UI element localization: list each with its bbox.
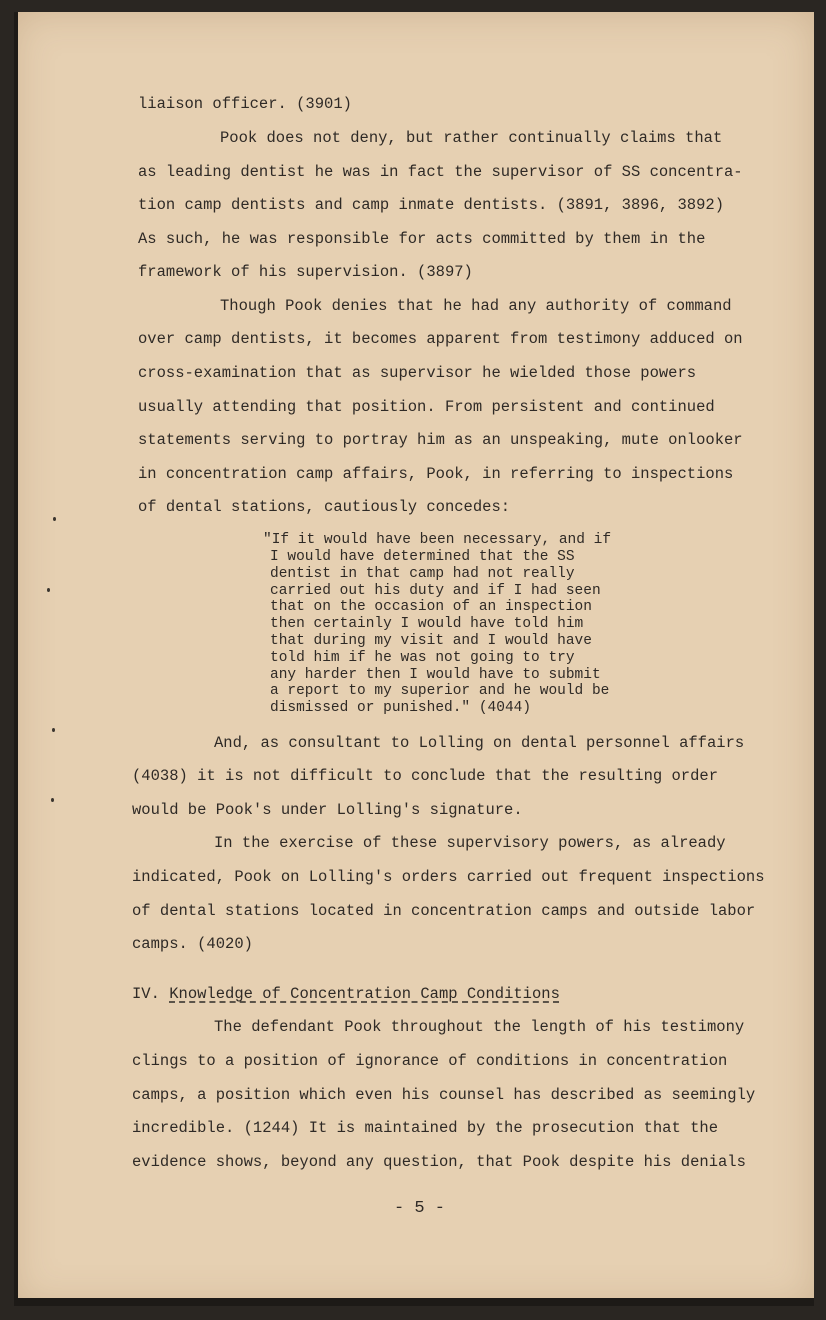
text-line: framework of his supervision. (3897) [138, 263, 473, 281]
margin-speck [53, 517, 56, 521]
section-title: Knowledge of Concentration Camp Conditions [169, 985, 560, 1003]
document-page [14, 12, 814, 1306]
margin-speck [51, 798, 54, 802]
quote-line: that during my visit and I would have [270, 633, 592, 649]
text-line: over camp dentists, it becomes apparent from testimony adduced on [138, 330, 743, 348]
text-line: statements serving to portray him as an unspeaking, mute onlooker [138, 431, 743, 449]
quote-line: dismissed or punished." (4044) [270, 700, 532, 716]
text-line: of dental stations, cautiously concedes: [138, 498, 511, 516]
text-line: In the exercise of these supervisory powers, as already [214, 834, 726, 852]
text-line: camps. (4020) [132, 935, 253, 953]
text-line: usually attending that position. From persistent and continued [138, 398, 715, 416]
text-line: Pook does not deny, but rather continually claims that [220, 129, 723, 147]
quote-line: a report to my superior and he would be [270, 683, 610, 699]
quote-line: that on the occasion of an inspection [270, 599, 592, 615]
text-line: evidence shows, beyond any question, that Pook despite his denials [132, 1153, 746, 1171]
text-line: As such, he was responsible for acts committed by them in the [138, 230, 706, 248]
quote-line: dentist in that camp had not really [270, 566, 575, 582]
section-heading [132, 985, 560, 1003]
text-line: as leading dentist he was in fact the supervisor of SS concentra- [138, 163, 743, 181]
section-number: IV. [132, 985, 160, 1003]
text-line: incredible. (1244) It is maintained by the prosecution that the [132, 1119, 718, 1137]
text-line: (4038) it is not difficult to conclude that the resulting order [132, 767, 718, 785]
text-line: indicated, Pook on Lolling's orders carried out frequent inspections [132, 868, 765, 886]
text-line: clings to a position of ignorance of conditions in concentration [132, 1052, 728, 1070]
text-line: camps, a position which even his counsel has described as seemingly [132, 1086, 756, 1104]
text-line: of dental stations located in concentration camps and outside labor [132, 902, 756, 920]
quote-line: then certainly I would have told him [270, 616, 584, 632]
quote-line: any harder then I would have to submit [270, 667, 601, 683]
quote-line: told him if he was not going to try [270, 650, 575, 666]
text-line: And, as consultant to Lolling on dental personnel affairs [214, 734, 745, 752]
text-line: The defendant Pook throughout the length of his testimony [214, 1018, 745, 1036]
text-line: Though Pook denies that he had any authority of command [220, 297, 732, 315]
text-line: would be Pook's under Lolling's signature. [132, 801, 523, 819]
quote-line: I would have determined that the SS [270, 549, 575, 565]
text-line: tion camp dentists and camp inmate dentists. (3891, 3896, 3892) [138, 196, 724, 214]
text-line: cross-examination that as supervisor he wielded those powers [138, 364, 697, 382]
text-line: liaison officer. (3901) [138, 95, 352, 113]
margin-speck [52, 728, 55, 732]
quote-line: "If it would have been necessary, and if [263, 532, 612, 548]
page-number: - 5 - [394, 1199, 446, 1218]
quote-line: carried out his duty and if I had seen [270, 583, 601, 599]
margin-speck [47, 588, 50, 592]
text-line: in concentration camp affairs, Pook, in referring to inspections [138, 465, 734, 483]
